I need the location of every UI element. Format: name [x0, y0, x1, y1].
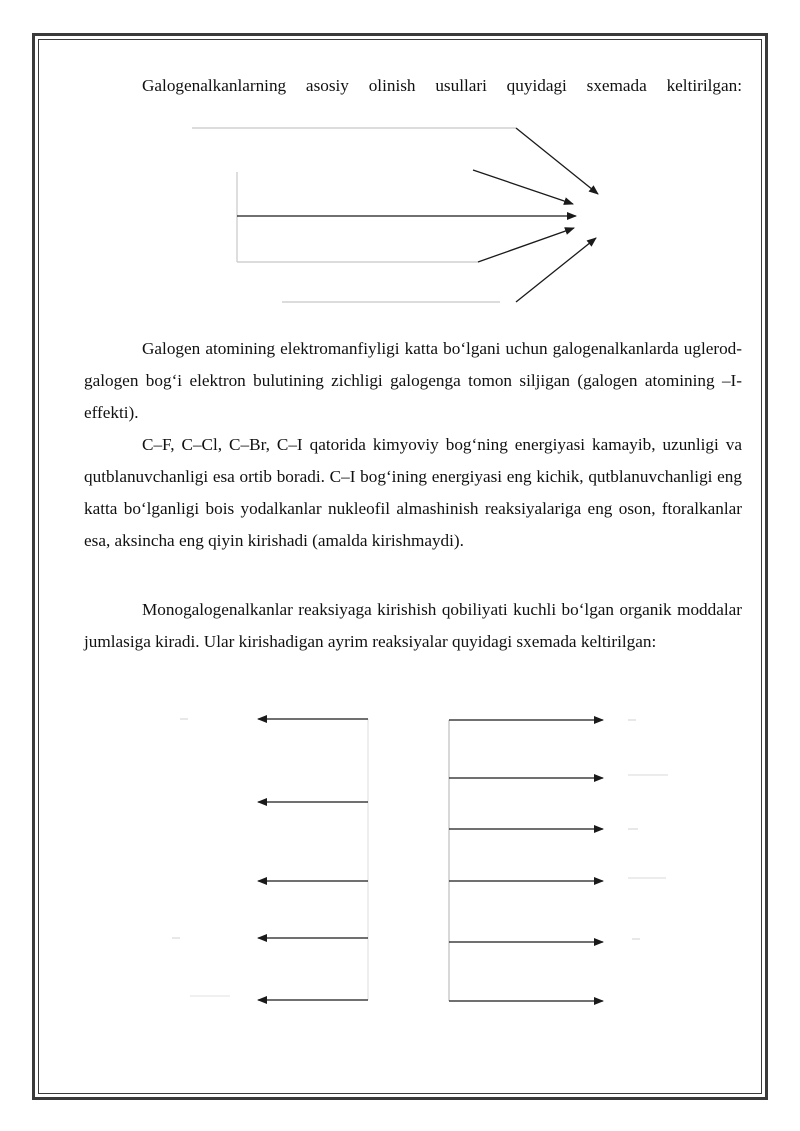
- paragraph-reactions-intro: [84, 594, 742, 658]
- arrow-method-4: [478, 228, 574, 262]
- paragraph-bond-energy-text: C–F, C–Cl, C–Br, C–I qatorida kimyoviy bog‘ning energiyasi kamayib, uzunligi va qutblanuvchanligi esa ortib boradi. C–I bog‘ining energiyasi eng kichik, qutblanuvchanligi eng katta bo‘lganligi bois yodalkanlar nukleofil almashinish reaksiyalariga eng oson, ftoralkanlar esa, aksincha eng qiyin kirishadi (amalda kirishmaydi).: [84, 435, 742, 550]
- paragraph-electronegativity-text: Galogen atomining elektromanfiyligi katta bo‘lgani uchun galogenalkanlarda uglerod-galogen bog‘i elektron bulutining zichligi galogenga tomon siljigan (galogen atomining –I- effekti).: [84, 339, 742, 422]
- paragraph-electronegativity: [84, 333, 742, 429]
- scheme-reactions: [172, 719, 668, 1001]
- paragraph-bond-energy: [84, 429, 742, 557]
- paragraph-reactions-intro-text: Monogalogenalkanlar reaksiyaga kirishish qobiliyati kuchli bo‘lgan organik moddalar jumlasiga kiradi. Ular kirishadigan ayrim reaksiyalar quyidagi sxemada keltirilgan:: [84, 600, 742, 651]
- paragraph-intro-text: Galogenalkanlarning asosiy olinish usullari quyidagi sxemada keltirilgan:: [142, 76, 742, 95]
- arrow-method-5: [516, 238, 596, 302]
- arrow-method-2: [473, 170, 573, 204]
- arrow-method-1: [516, 128, 598, 194]
